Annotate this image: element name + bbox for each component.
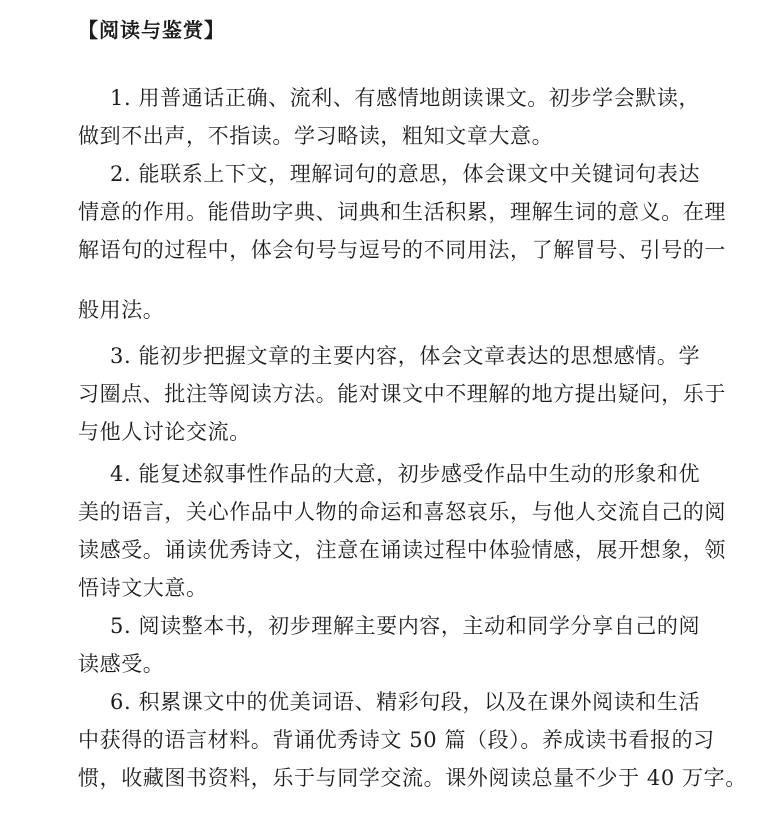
text-line-3: 2. 能联系上下文，理解词句的意思，体会课文中关键词句表达 bbox=[110, 162, 701, 186]
text-line-5: 解语句的过程中，体会句号与逗号的不同用法，了解冒号、引号的一 bbox=[78, 238, 726, 262]
text-line-11: 美的语言，关心作品中人物的命运和喜怒哀乐，与他人交流自己的阅 bbox=[78, 500, 726, 524]
text-line-16: 6. 积累课文中的优美词语、精彩句段，以及在课外阅读和生活 bbox=[110, 690, 701, 714]
text-line-14: 5. 阅读整本书，初步理解主要内容，主动和同学分享自己的阅 bbox=[110, 614, 701, 638]
text-line-18: 惯，收藏图书资料，乐于与同学交流。课外阅读总量不少于 40 万字。 bbox=[78, 766, 747, 790]
text-line-4: 情意的作用。能借助字典、词典和生活积累，理解生词的意义。在理 bbox=[78, 200, 726, 224]
text-line-12: 读感受。诵读优秀诗文，注意在诵读过程中体验情感，展开想象，领 bbox=[78, 538, 726, 562]
section-heading: 【阅读与鉴赏】 bbox=[78, 18, 225, 42]
text-line-17: 中获得的语言材料。背诵优秀诗文 50 篇（段）。养成读书看报的习 bbox=[78, 728, 715, 752]
text-line-7: 3. 能初步把握文章的主要内容，体会文章表达的思想感情。学 bbox=[110, 344, 701, 368]
text-line-1: 1. 用普通话正确、流利、有感情地朗读课文。初步学会默读， bbox=[110, 86, 701, 110]
text-line-13: 悟诗文大意。 bbox=[78, 576, 208, 600]
text-line-9: 与他人讨论交流。 bbox=[78, 420, 251, 444]
text-line-10: 4. 能复述叙事性作品的大意，初步感受作品中生动的形象和优 bbox=[110, 462, 701, 486]
text-line-6: 般用法。 bbox=[78, 298, 165, 322]
text-line-15: 读感受。 bbox=[78, 652, 165, 676]
text-line-2: 做到不出声，不指读。学习略读，粗知文章大意。 bbox=[78, 124, 554, 148]
text-line-8: 习圈点、批注等阅读方法。能对课文中不理解的地方提出疑问，乐于 bbox=[78, 382, 726, 406]
